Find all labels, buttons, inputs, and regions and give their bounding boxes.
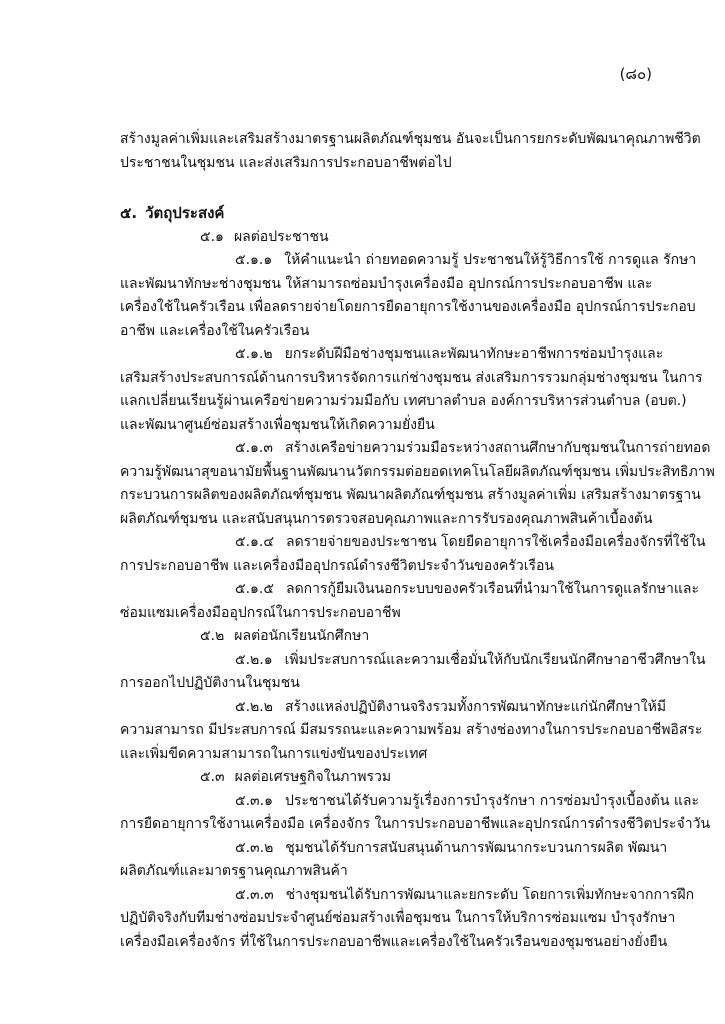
objective-item — [120, 531, 706, 578]
objective-item — [120, 649, 706, 696]
item-text-line: การยืดอายุการใช้งานเครื่องมือ เครื่องจักร ในการประกอบอาชีพและอุปกรณ์การดำรงชีวิตประจำวัน — [120, 816, 711, 832]
item-text-line: และเพิ่มขีดความสามารถในการแข่งขันของประเทศ — [120, 745, 428, 762]
item-text-line: อาชีพ และเครื่องใช้ในครัวเรือน — [120, 322, 310, 339]
item-text-line: ปฏิบัติจริงกับทีมช่างซ่อมประจำศูนย์ซ่อมสร้างเพื่อชุมชน ในการให้บริการซ่อมแซม บำรุงรักษา — [120, 910, 676, 926]
group-heading — [120, 226, 643, 250]
item-text: ให้คำแนะนำ ถ่ายทอดความรู้ ประชาชนให้รู้วิธีการใช้ การดูแล รักษา — [284, 252, 697, 268]
item-first-line — [120, 884, 695, 908]
intro-paragraph — [120, 128, 701, 175]
objective-item — [120, 837, 668, 884]
intro-line: สร้างมูลค่าเพิ่มและเสริมสร้างมาตรฐานผลิตภัณฑ์ชุมชน อันจะเป็นการยกระดับพัฒนาคุณภาพชีวิต — [120, 131, 701, 147]
objective-item — [120, 578, 699, 625]
item-text-line: ความสามารถ มีประสบการณ์ มีสมรรถนะและความพร้อม สร้างช่องทางในการประกอบอาชีพอิสระ — [120, 722, 703, 738]
item-text-line: ความรู้พัฒนาสุขอนามัยพื้นฐานพัฒนานวัตกรรมต่อยอดเทคโนโลยีผลิตภัณฑ์ชุมชน เพิ่มประสิทธิภาพ — [120, 463, 715, 480]
group-number: ๕.๑ — [200, 228, 224, 245]
item-text: ยกระดับฝีมือช่างชุมชนและพัฒนาทักษะอาชีพการซ่อมบำรุงและ — [284, 346, 664, 362]
item-number: ๕.๑.๓ — [235, 440, 273, 456]
group-heading — [120, 766, 643, 790]
item-number: ๕.๑.๔ — [235, 534, 274, 550]
item-text-line: การออกไปปฏิบัติงานในชุมชน — [120, 675, 300, 691]
item-text: ช่างชุมชนได้รับการพัฒนาและยกระดับ โดยการเพิ่มทักษะจากการฝึก — [285, 886, 695, 903]
item-text-line: เครื่องใช้ในครัวเรือน เพื่อลดรายจ่ายโดยการยืดอายุการใช้งานของเครื่องมือ อุปกรณ์การประกอบ — [120, 299, 696, 315]
objective-item — [120, 249, 697, 343]
document-body — [120, 128, 715, 954]
item-text: สร้างแหล่งปฏิบัติงานจริงรวมทั้งการพัฒนาทักษะแก่นักศึกษาให้มี — [284, 698, 667, 715]
objective-item — [120, 884, 695, 955]
item-number: ๕.๑.๒ — [235, 346, 273, 362]
item-first-line — [120, 437, 711, 461]
item-number: ๕.๑.๕ — [235, 581, 274, 597]
intro-line: ประชาชนในชุมชน และส่งเสริมการประกอบอาชีพต่อไป — [120, 154, 452, 171]
group-number: ๕.๒ — [200, 628, 225, 644]
group-title: ผลต่อนักเรียนนักศึกษา — [234, 628, 370, 644]
item-text-line: เสริมสร้างประสบการณ์ด้านการบริหารจัดการแก่ช่างชุมชน ส่งเสริมการรวมกลุ่มช่างชุมชน ในการ — [120, 369, 703, 386]
item-first-line — [120, 578, 699, 602]
objective-item — [120, 790, 711, 837]
item-first-line — [120, 837, 668, 861]
item-number: ๕.๓.๑ — [235, 792, 273, 809]
item-first-line — [120, 531, 706, 555]
objective-item — [120, 437, 715, 531]
item-number: ๕.๒.๒ — [235, 698, 273, 715]
section-title: วัตถุประสงค์ — [145, 204, 225, 222]
objective-item — [120, 696, 703, 767]
item-text-line: เครื่องมือเครื่องจักร ที่ใช้ในการประกอบอาชีพและเครื่องใช้ในครัวเรือนของชุมชนอย่างยั่งยืน — [120, 933, 668, 950]
item-text-line: ซ่อมแซมเครื่องมืออุปกรณ์ในการประกอบอาชีพ — [120, 604, 401, 621]
item-text-line: และพัฒนาทักษะช่างชุมชน ให้สามารถซ่อมบำรุงเครื่องมือ อุปกรณ์การประกอบอาชีพ และ — [120, 275, 653, 292]
item-text-line: การประกอบอาชีพ และเครื่องมืออุปกรณ์ดำรงชีวิตประจำวันของครัวเรือน — [120, 557, 554, 574]
objective-item — [120, 343, 703, 437]
group-number: ๕.๓ — [200, 769, 225, 785]
item-text: ลดการกู้ยืมเงินนอกระบบของครัวเรือนที่นำมาใช้ในการดูแลรักษาและ — [285, 581, 699, 597]
section-number: ๕. — [120, 204, 138, 222]
item-text: ชุมชนได้รับการสนับสนุนด้านการพัฒนากระบวนการผลิต พัฒนา — [285, 839, 668, 856]
item-text-line: กระบวนการผลิตของผลิตภัณฑ์ชุมชน พัฒนาผลิตภัณฑ์ชุมชน สร้างมูลค่าเพิ่ม เสริมสร้างมาตรฐาน — [120, 487, 701, 503]
item-first-line — [120, 696, 667, 720]
item-text-line: และพัฒนาศูนย์ซ่อมสร้างเพื่อชุมชนให้เกิดความยั่งยืน — [120, 416, 435, 433]
item-text-line: ผลิตภัณฑ์และมาตรฐานคุณภาพสินค้า — [120, 863, 348, 879]
item-first-line — [120, 790, 699, 814]
item-number: ๕.๑.๑ — [235, 252, 273, 268]
item-text-line: แลกเปลี่ยนเรียนรู้ผ่านเครือข่ายความร่วมมือกับ เทศบาลตำบล องค์การบริหารส่วนตำบล (อบต.) — [120, 393, 687, 409]
item-text: ลดรายจ่ายของประชาชน โดยยืดอายุการใช้เครื่องมือเครื่องจักรที่ใช้ใน — [285, 534, 706, 550]
item-number: ๕.๒.๑ — [235, 651, 273, 668]
item-text-line: ผลิตภัณฑ์ชุมชน และสนับสนุนการตรวจสอบคุณภาพและการรับรองคุณภาพสินค้าเบื้องต้น — [120, 510, 653, 527]
item-text: เพิ่มประสบการณ์และความเชื่อมั่นให้กับนักเรียนนักศึกษาอาชีวศึกษาใน — [284, 651, 706, 668]
group-heading — [120, 625, 643, 649]
item-text: สร้างเครือข่ายความร่วมมือระหว่างสถานศึกษากับชุมชนในการถ่ายทอด — [284, 440, 711, 456]
page-number: (๘๐) — [619, 65, 652, 83]
item-text: ประชาชนได้รับความรู้เรื่องการบำรุงรักษา การซ่อมบำรุงเบื้องต้น และ — [284, 792, 699, 809]
item-first-line — [120, 649, 706, 673]
item-first-line — [120, 343, 664, 367]
item-first-line — [120, 249, 697, 273]
item-number: ๕.๓.๓ — [235, 886, 274, 903]
item-number: ๕.๓.๒ — [235, 839, 274, 856]
group-title: ผลต่อเศรษฐกิจในภาพรวม — [234, 769, 392, 785]
section-heading — [120, 202, 643, 226]
group-title: ผลต่อประชาชน — [233, 228, 329, 245]
